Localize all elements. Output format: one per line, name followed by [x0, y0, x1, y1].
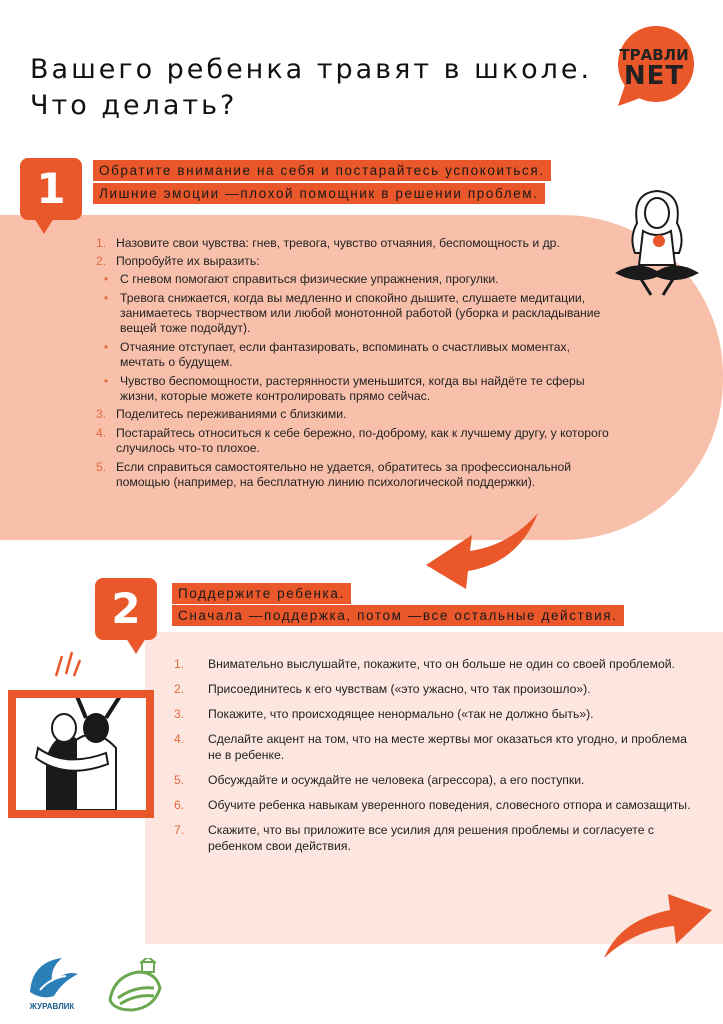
list-marker: 3.: [174, 707, 185, 721]
list-item-text: Чувство беспомощности, растерянности уменьшится, когда вы найдёте те сферы жизни, которые можете контролировать прямо сейчас.: [120, 374, 585, 403]
list-item: [174, 731, 699, 763]
list-item: [174, 772, 699, 788]
list-item: [96, 236, 616, 251]
up-right-arrow-icon: [600, 880, 715, 960]
list-marker: 3.: [96, 407, 107, 421]
zhuravlik-logo: [22, 952, 82, 1014]
page-title: [30, 52, 600, 124]
list-item-text: Внимательно выслушайте, покажите, что он больше не один со своей проблемой.: [208, 657, 675, 671]
logo-text-line1: ТРАВЛИ: [619, 46, 689, 64]
list-item-text: Покажите, что происходящее ненормально («так не должно быть»).: [208, 707, 594, 721]
list-marker: •: [103, 374, 109, 388]
list-item: [96, 374, 616, 404]
list-item-text: Если справиться самостоятельно не удается, обратитесь за профессиональной помощью (например, на бесплатную линию психологической поддержки).: [116, 460, 572, 489]
illustration-canvas: [16, 698, 146, 810]
section1-heading2: Лишние эмоции —плохой помощник в решении проблем.: [93, 183, 545, 204]
list-marker: 7.: [174, 823, 185, 837]
list-marker: 5.: [96, 460, 107, 474]
list-item: [96, 407, 616, 422]
curved-arrow-icon: [420, 505, 540, 590]
list-item-text: Сделайте акцент на том, что на месте жертвы мог оказаться кто угодно, и проблема не в ребенке.: [208, 732, 687, 762]
crane-bird-icon: [22, 952, 82, 1002]
list-marker: •: [103, 291, 109, 305]
section2-heading2: Сначала —поддержка, потом —все остальные действия.: [172, 605, 624, 626]
list-item: [174, 822, 699, 854]
section2-list: [174, 656, 699, 863]
list-marker: 2.: [96, 254, 107, 268]
logo-text-line2: NET: [623, 61, 685, 91]
field-house-icon: [104, 958, 164, 1014]
list-marker: 2.: [174, 682, 185, 696]
zhuravlik-caption: ЖУРАВЛИК: [29, 1002, 75, 1011]
list-marker: •: [103, 340, 109, 354]
list-marker: 1.: [96, 236, 107, 250]
illustration-frame: [8, 690, 154, 818]
section2-number-badge: 2: [95, 578, 157, 640]
green-field-logo: [104, 958, 164, 1014]
list-item-text: Тревога снижается, когда вы медленно и спокойно дышите, слушаете медитации, занимаетесь творчеством или любой монотонной работой (уборка и раскладывание вещей тоже подойдут).: [120, 291, 601, 335]
list-item-text: Постарайтесь относиться к себе бережно, по-доброму, как к лучшему другу, у которого случилось что-то плохое.: [116, 426, 609, 455]
list-marker: 5.: [174, 773, 185, 787]
section1-list: [96, 236, 616, 493]
list-item: [96, 254, 616, 269]
list-item: [174, 656, 699, 672]
page-title-line2: Что делать?: [30, 90, 238, 121]
hugging-figures-icon: [16, 698, 146, 810]
list-item-text: С гневом помогают справиться физические упражнения, прогулки.: [120, 272, 499, 286]
list-item: [174, 681, 699, 697]
list-item: [174, 797, 699, 813]
list-item: [96, 291, 616, 336]
list-item: [96, 460, 616, 490]
list-item-text: Скажите, что вы приложите все усилия для решения проблемы и согласуете с ребенком свои действия.: [208, 823, 654, 853]
list-item-text: Попробуйте их выразить:: [116, 254, 260, 268]
burst-icon: [52, 650, 82, 680]
list-item: [96, 426, 616, 456]
list-item-text: Присоединитесь к его чувствам («это ужасно, что так произошло»).: [208, 682, 591, 696]
list-marker: 4.: [174, 732, 185, 746]
meditating-woman-icon: [607, 183, 707, 298]
travli-net-logo: [612, 24, 696, 108]
list-item-text: Отчаяние отступает, если фантазировать, вспоминать о счастливых моментах, мечтать о будущем.: [120, 340, 570, 369]
list-item-text: Обучите ребенка навыкам уверенного поведения, словесного отпора и самозащиты.: [208, 798, 691, 812]
list-marker: 6.: [174, 798, 185, 812]
section1-badge-tail: [34, 218, 54, 234]
list-marker: 1.: [174, 657, 185, 671]
section1-heading1: Обратите внимание на себя и постарайтесь успокоиться.: [93, 160, 551, 181]
list-marker: •: [103, 272, 109, 286]
section1-number-badge: 1: [20, 158, 82, 220]
list-item-text: Назовите свои чувства: гнев, тревога, чувство отчаяния, беспомощность и др.: [116, 236, 560, 250]
list-item-text: Поделитесь переживаниями с близкими.: [116, 407, 347, 421]
list-item-text: Обсуждайте и осуждайте не человека (агрессора), а его поступки.: [208, 773, 585, 787]
list-item: [96, 340, 616, 370]
section2-heading1: Поддержите ребенка.: [172, 583, 351, 604]
list-item: [174, 706, 699, 722]
page-title-line1: Вашего ребенка травят в школе.: [30, 54, 593, 85]
section2-badge-tail: [126, 638, 146, 654]
list-item: [96, 272, 616, 287]
list-marker: 4.: [96, 426, 107, 440]
